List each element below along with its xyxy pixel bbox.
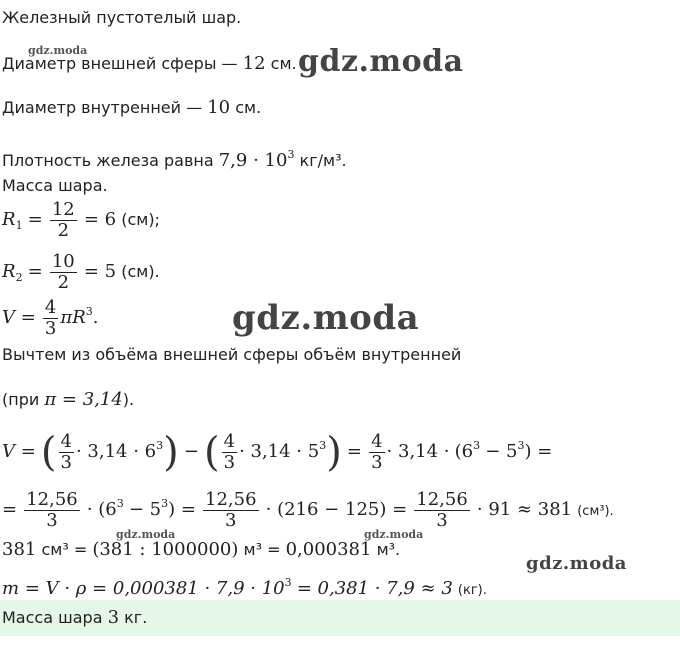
r1-sub: 1 [15,219,23,232]
l13-b: см³ = [41,540,88,559]
v-lhs: V = [2,307,36,328]
text-line-14 [2,573,487,601]
answer-text: Масса шара [2,608,103,627]
line-1-text: Железный пустотелый шар. [2,8,242,27]
equation-line-1 [2,429,553,476]
answer-unit: кг. [124,608,148,627]
line-10-a: (при [2,390,40,409]
l13-c: (381 : 1000000) [92,539,239,560]
text-line-3 [2,98,261,118]
v-exp: 3 [85,305,93,318]
eq1-fraction-2 [222,432,237,473]
l13-d: м³ = [243,540,281,559]
eq1-f1-num: 4 [60,431,72,452]
line-3-unit: см. [235,98,262,117]
v-fraction [43,298,58,339]
eq1-exp-2: 3 [319,439,327,452]
l13-a: 381 [2,539,37,560]
eq1-paren-close-2: ) [326,429,342,476]
eq2-exp-2: 3 [161,497,169,510]
eq2-fraction-3 [414,490,470,531]
line-10-b: ). [122,390,135,409]
eq2-f2-den: 3 [225,510,237,531]
r1-eq: = [27,209,43,230]
eq1-exp-1: 3 [156,439,164,452]
eq1-term-4: (6 [454,441,474,462]
equation-line-2 [2,490,614,531]
r1-result: = 6 [83,209,117,230]
l14-math2: = 0,381 · 7,9 ≈ 3 [296,578,453,599]
density-exp: 3 [287,148,295,161]
eq2-f1-num: 12,56 [26,489,78,510]
eq2-start: = [2,499,18,520]
formula-volume [2,298,98,339]
line-4-math [219,150,295,171]
r2-num: 10 [51,251,75,272]
eq1-term-3: · 3,14 · [386,441,450,462]
eq1-term-5: − 5 [485,441,518,462]
eq2-f3-den: 3 [436,510,448,531]
formula-r2 [2,252,160,293]
eq2-term-2: − 5 [128,499,162,520]
line-3-number: 10 [207,97,231,118]
v-den: 3 [44,318,57,339]
eq1-f2-num: 4 [223,431,236,452]
r1-unit: (см); [121,210,160,229]
l13-e: 0,000381 [285,539,372,560]
text-line-10 [2,390,134,410]
line-4-unit: кг/м³. [299,151,347,170]
eq1-f3-den: 3 [371,452,383,473]
eq1-term-2: · 3,14 · 5 [239,441,320,462]
text-line-5 [2,176,108,196]
line-10-math: π = 3,14 [44,389,123,410]
r1-den: 2 [57,220,70,241]
watermark-small-1: gdz.moda [28,44,88,57]
watermark-main-1: gdz.moda [298,44,464,79]
answer-box [0,600,680,636]
eq1-paren-close-1: ) [163,429,179,476]
watermark-main-3: gdz.moda [526,553,627,574]
eq1-fraction-1 [59,432,74,473]
watermark-small-2: gdz.moda [116,528,176,541]
r2-result: = 5 [83,261,117,282]
v-end: . [92,307,99,328]
r2-unit: (см). [121,262,160,281]
text-line-9 [2,345,461,365]
line-9-text: Вычтем из объёма внешней сферы объём внутренней [2,345,462,364]
answer-line [2,608,147,628]
r2-sub: 2 [15,271,23,284]
eq2-f2-num: 12,56 [205,489,257,510]
v-num: 4 [44,297,57,318]
text-line-2 [2,54,297,74]
l14-unit: (кг). [457,583,487,598]
r2-eq: = [27,261,43,282]
eq2-fraction-1 [24,490,80,531]
eq2-exp-1: 3 [116,497,124,510]
r2-den: 2 [57,272,70,293]
answer-number: 3 [107,607,120,628]
eq1-equals: = [346,441,362,462]
eq2-unit: (см³). [577,504,614,519]
eq1-fraction-3 [369,432,384,473]
eq1-paren-open-1: ( [40,429,57,476]
eq1-f1-den: 3 [60,452,72,473]
r1-num: 12 [51,199,75,220]
eq2-term-3: ) = [168,499,196,520]
eq1-f2-den: 3 [223,452,236,473]
eq1-minus: − [183,441,199,462]
eq1-f3-num: 4 [371,431,383,452]
eq1-term-6: ) = [524,441,553,462]
eq2-term-4: · (216 − 125) = [265,499,408,520]
r2-fraction [50,252,77,293]
text-line-1 [2,8,241,28]
text-line-4 [2,145,347,171]
r2-var: R [2,261,16,282]
eq1-exp-4: 3 [473,439,481,452]
line-2-unit: см. [270,54,297,73]
eq2-term-5: · 91 ≈ 381 [476,499,573,520]
watermark-small-3: gdz.moda [364,528,424,541]
eq2-f3-num: 12,56 [416,489,468,510]
eq1-paren-open-2: ( [204,429,220,476]
eq2-term-1: · (6 [86,499,117,520]
line-4-text: Плотность железа равна [2,151,214,170]
r1-var: R [2,209,16,230]
eq2-fraction-2 [203,490,259,531]
line-3-text: Диаметр внутренней — [2,98,203,117]
line-5-text: Масса шара. [2,176,108,195]
eq1-term-1: · 3,14 · 6 [75,441,157,462]
v-rest: πR [60,307,86,328]
formula-r1 [2,200,160,241]
l14-exp: 3 [284,576,292,589]
l14-math: m = V · ρ = 0,000381 · 7,9 · 10 [2,578,285,599]
eq1-exp-5: 3 [517,439,525,452]
r1-fraction [50,200,77,241]
line-2-number: 12 [242,53,266,74]
l13-f: м³. [376,540,401,559]
density-base: 7,9 · 10 [218,150,288,171]
line-2-text: Диаметр внешней сферы — [2,54,238,73]
text-line-13 [2,540,400,560]
eq2-f1-den: 3 [46,510,58,531]
watermark-main-2: gdz.moda [232,298,420,338]
eq1-lhs: V = [2,441,36,462]
